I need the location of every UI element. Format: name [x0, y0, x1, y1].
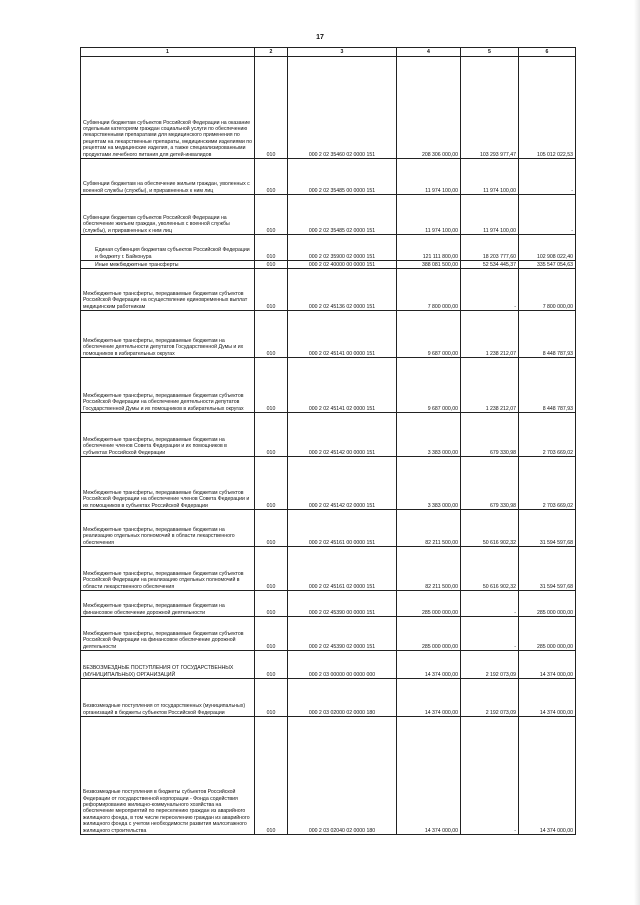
- row-unexecuted: 285 000 000,00: [519, 617, 576, 651]
- row-executed: 50 616 902,32: [461, 547, 519, 591]
- row-name: Межбюджетные трансферты, передаваемые бюджетам субъектов Российской Федерации на обеспечение членов Совета Федерации и их помощников в субъектах Российской Федерации: [81, 457, 255, 510]
- row-line-code: 010: [255, 235, 288, 261]
- row-line-code: 010: [255, 679, 288, 717]
- row-budget-code: 000 2 03 00000 00 0000 000: [288, 651, 397, 679]
- row-name: Иные межбюджетные трансферты: [81, 261, 255, 269]
- row-unexecuted: 105 012 022,53: [519, 57, 576, 159]
- row-unexecuted: -: [519, 195, 576, 235]
- row-approved: 388 081 500,00: [397, 261, 461, 269]
- column-header: 5: [461, 48, 519, 57]
- row-approved: 14 374 000,00: [397, 717, 461, 835]
- row-budget-code: 000 2 02 45161 00 0000 151: [288, 510, 397, 547]
- row-unexecuted: 31 594 597,68: [519, 510, 576, 547]
- row-unexecuted: 285 000 000,00: [519, 591, 576, 617]
- row-unexecuted: -: [519, 159, 576, 195]
- row-budget-code: 000 2 02 45142 00 0000 151: [288, 413, 397, 457]
- row-line-code: 010: [255, 591, 288, 617]
- row-executed: 11 974 100,00: [461, 195, 519, 235]
- table-row: [81, 651, 576, 679]
- scan-edge-shadow: [634, 0, 640, 905]
- row-unexecuted: 14 374 000,00: [519, 717, 576, 835]
- row-approved: 14 374 000,00: [397, 679, 461, 717]
- row-name: Межбюджетные трансферты, передаваемые бюджетам субъектов Российской Федерации на осуществление единовременных выплат медицинским работникам: [81, 269, 255, 311]
- row-budget-code: 000 2 02 45141 00 0000 151: [288, 311, 397, 358]
- row-budget-code: 000 2 02 35485 00 0000 151: [288, 159, 397, 195]
- row-budget-code: 000 2 02 35900 02 0000 151: [288, 235, 397, 261]
- row-unexecuted: 335 547 054,63: [519, 261, 576, 269]
- row-approved: 14 374 000,00: [397, 651, 461, 679]
- row-executed: 1 238 212,07: [461, 358, 519, 413]
- table-row: [81, 617, 576, 651]
- row-budget-code: 000 2 02 35485 02 0000 151: [288, 195, 397, 235]
- row-approved: 285 000 000,00: [397, 617, 461, 651]
- row-executed: -: [461, 591, 519, 617]
- row-budget-code: 000 2 02 35460 02 0000 151: [288, 57, 397, 159]
- row-unexecuted: 7 800 000,00: [519, 269, 576, 311]
- row-budget-code: 000 2 02 45161 02 0000 151: [288, 547, 397, 591]
- row-name: Единая субвенция бюджетам субъектов Российской Федерации и бюджету г. Байконура: [81, 235, 255, 261]
- row-name: Межбюджетные трансферты, передаваемые бюджетам субъектов Российской Федерации на реализацию отдельных полномочий в области лекарственного обеспечения: [81, 547, 255, 591]
- row-executed: -: [461, 717, 519, 835]
- row-approved: 82 211 500,00: [397, 510, 461, 547]
- column-header: 6: [519, 48, 576, 57]
- row-name: Безвозмездные поступления в бюджеты субъектов Российской Федерации от государственной корпорации - Фонда содействия реформированию жилищно-коммунального хозяйства на обеспечение мероприятий по переселению граждан из аварийного жилищного фонда, в том числе переселению граждан из аварийного жилищного фонда с учетом необходимости развития малоэтажного жилищного строительства: [81, 717, 255, 835]
- row-approved: 9 687 000,00: [397, 311, 461, 358]
- table-row: [81, 311, 576, 358]
- row-name: Межбюджетные трансферты, передаваемые бюджетам на реализацию отдельных полномочий в области лекарственного обеспечения: [81, 510, 255, 547]
- table-row: [81, 547, 576, 591]
- table-row: [81, 159, 576, 195]
- row-line-code: 010: [255, 510, 288, 547]
- row-budget-code: 000 2 02 45390 00 0000 151: [288, 591, 397, 617]
- row-executed: 52 534 445,37: [461, 261, 519, 269]
- table-row: [81, 57, 576, 159]
- table-row: [81, 457, 576, 510]
- row-unexecuted: 102 908 022,40: [519, 235, 576, 261]
- row-executed: 103 293 977,47: [461, 57, 519, 159]
- row-executed: 11 974 100,00: [461, 159, 519, 195]
- row-unexecuted: 14 374 000,00: [519, 679, 576, 717]
- row-budget-code: 000 2 03 02040 02 0000 180: [288, 717, 397, 835]
- row-executed: 18 203 777,60: [461, 235, 519, 261]
- row-budget-code: 000 2 02 45390 02 0000 151: [288, 617, 397, 651]
- row-unexecuted: 2 703 669,02: [519, 457, 576, 510]
- row-unexecuted: 2 703 669,02: [519, 413, 576, 457]
- table-row: [81, 261, 576, 269]
- row-approved: 3 383 000,00: [397, 457, 461, 510]
- table-row: [81, 717, 576, 835]
- row-name: БЕЗВОЗМЕЗДНЫЕ ПОСТУПЛЕНИЯ ОТ ГОСУДАРСТВЕННЫХ (МУНИЦИПАЛЬНЫХ) ОРГАНИЗАЦИЙ: [81, 651, 255, 679]
- row-executed: 679 330,98: [461, 457, 519, 510]
- row-approved: 208 306 000,00: [397, 57, 461, 159]
- row-executed: 2 192 073,09: [461, 651, 519, 679]
- row-line-code: 010: [255, 651, 288, 679]
- table-row: [81, 195, 576, 235]
- table-row: [81, 358, 576, 413]
- row-budget-code: 000 2 03 02000 02 0000 180: [288, 679, 397, 717]
- row-executed: -: [461, 617, 519, 651]
- budget-execution-table: [80, 47, 576, 835]
- row-line-code: 010: [255, 413, 288, 457]
- row-budget-code: 000 2 02 45141 02 0000 151: [288, 358, 397, 413]
- row-approved: 9 687 000,00: [397, 358, 461, 413]
- row-executed: 50 616 902,32: [461, 510, 519, 547]
- column-header: 2: [255, 48, 288, 57]
- row-executed: -: [461, 269, 519, 311]
- row-budget-code: 000 2 02 45142 02 0000 151: [288, 457, 397, 510]
- row-line-code: 010: [255, 457, 288, 510]
- row-approved: 11 974 100,00: [397, 195, 461, 235]
- row-approved: 11 974 100,00: [397, 159, 461, 195]
- row-line-code: 010: [255, 717, 288, 835]
- page-number: 17: [316, 34, 324, 41]
- row-approved: 121 111 800,00: [397, 235, 461, 261]
- row-unexecuted: 8 448 787,93: [519, 311, 576, 358]
- row-unexecuted: 31 594 597,68: [519, 547, 576, 591]
- column-header: 3: [288, 48, 397, 57]
- column-header: 1: [81, 48, 255, 57]
- row-name: Безвозмездные поступления от государственных (муниципальных) организаций в бюджеты субъектов Российской Федерации: [81, 679, 255, 717]
- row-line-code: 010: [255, 358, 288, 413]
- row-line-code: 010: [255, 617, 288, 651]
- row-line-code: 010: [255, 159, 288, 195]
- row-name: Субвенции бюджетам субъектов Российской Федерации на обеспечение жильем граждан, уволенных с военной службы (службы), и приравненных к ним лиц: [81, 195, 255, 235]
- row-approved: 285 000 000,00: [397, 591, 461, 617]
- row-executed: 679 330,98: [461, 413, 519, 457]
- table-row: [81, 679, 576, 717]
- row-approved: 7 800 000,00: [397, 269, 461, 311]
- table-row: [81, 413, 576, 457]
- row-name: Межбюджетные трансферты, передаваемые бюджетам на обеспечение деятельности депутатов Государственной Думы и их помощников в избирательных округах: [81, 311, 255, 358]
- table-row: [81, 235, 576, 261]
- row-unexecuted: 8 448 787,93: [519, 358, 576, 413]
- row-line-code: 010: [255, 261, 288, 269]
- row-approved: 3 383 000,00: [397, 413, 461, 457]
- table-row: [81, 591, 576, 617]
- row-name: Субвенции бюджетам субъектов Российской Федерации на оказание отдельным категориям граждан социальной услуги по обеспечению лекарственными препаратами для медицинского применения по рецептам на лекарственные препараты, медицинскими изделиями по рецептам на медицинские изделия, а также специализированными продуктами лечебного питания для детей-инвалидов: [81, 57, 255, 159]
- row-line-code: 010: [255, 195, 288, 235]
- row-approved: 82 211 500,00: [397, 547, 461, 591]
- table-header-row: [81, 48, 576, 57]
- row-executed: 2 192 073,09: [461, 679, 519, 717]
- row-unexecuted: 14 374 000,00: [519, 651, 576, 679]
- column-header: 4: [397, 48, 461, 57]
- table-row: [81, 269, 576, 311]
- row-name: Межбюджетные трансферты, передаваемые бюджетам субъектов Российской Федерации на финансовое обеспечение дорожной деятельности: [81, 617, 255, 651]
- row-line-code: 010: [255, 269, 288, 311]
- row-name: Межбюджетные трансферты, передаваемые бюджетам субъектов Российской Федерации на обеспечение деятельности депутатов Государственной Думы и их помощников в избирательных округах: [81, 358, 255, 413]
- row-budget-code: 000 2 02 45136 02 0000 151: [288, 269, 397, 311]
- row-name: Межбюджетные трансферты, передаваемые бюджетам на финансовое обеспечение дорожной деятельности: [81, 591, 255, 617]
- row-name: Межбюджетные трансферты, передаваемые бюджетам на обеспечение членов Совета Федерации и их помощников в субъектах Российской Федерации: [81, 413, 255, 457]
- row-line-code: 010: [255, 57, 288, 159]
- table-row: [81, 510, 576, 547]
- row-line-code: 010: [255, 311, 288, 358]
- row-name: Субвенции бюджетам на обеспечение жильем граждан, уволенных с военной службы (службы), и приравненных к ним лиц: [81, 159, 255, 195]
- row-budget-code: 000 2 02 40000 00 0000 151: [288, 261, 397, 269]
- row-line-code: 010: [255, 547, 288, 591]
- row-executed: 1 238 212,07: [461, 311, 519, 358]
